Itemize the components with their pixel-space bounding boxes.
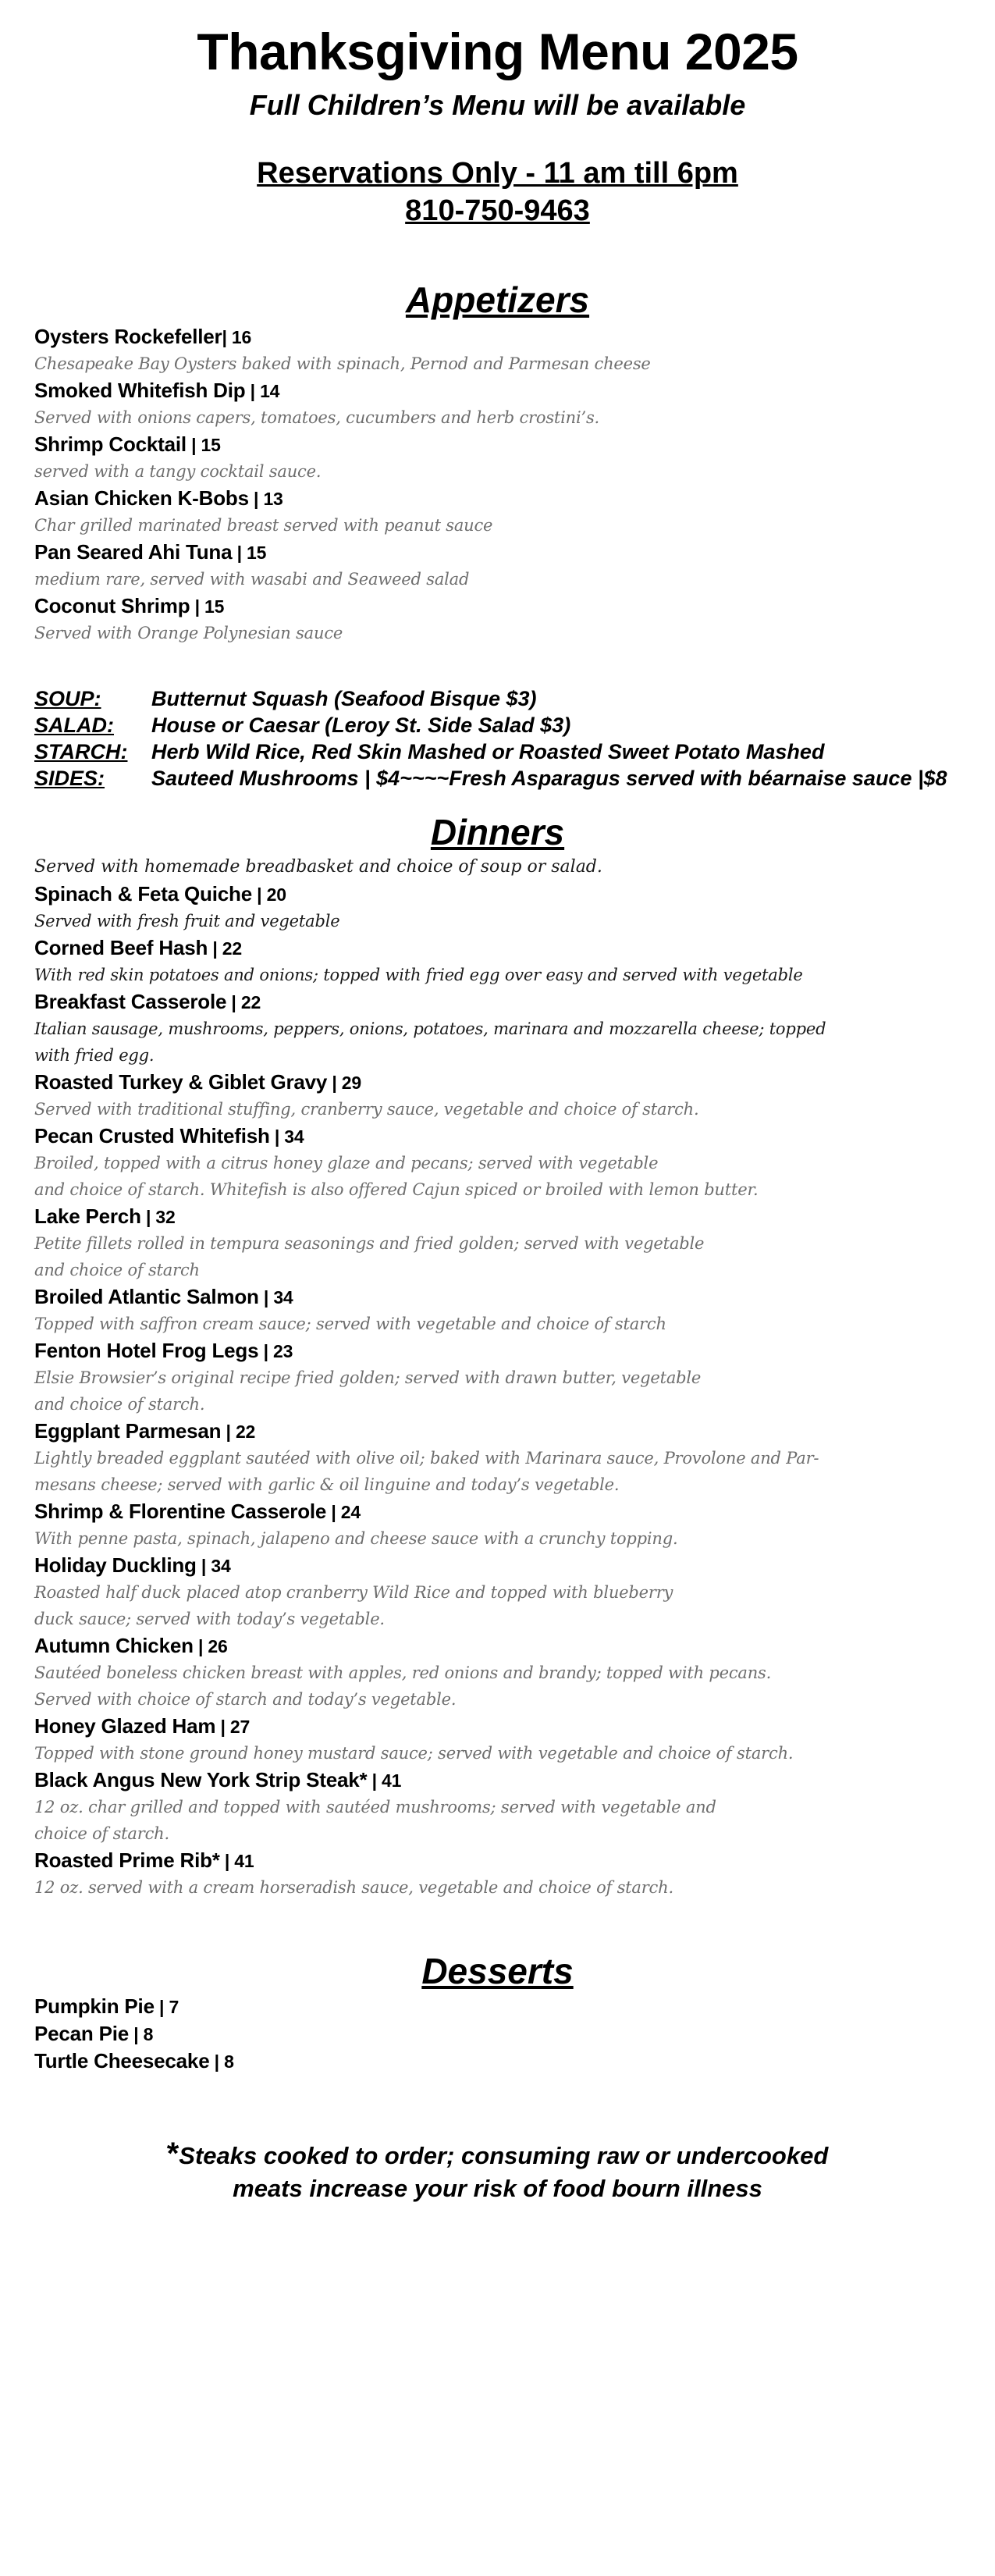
menu-item-price: | 27 — [215, 1717, 251, 1737]
menu-item-description: mesans cheese; served with garlic & oil linguine and today’s vegetable. — [34, 1475, 620, 1494]
menu-item-description: 12 oz. char grilled and topped with sautéed mushrooms; served with vegetable and — [34, 1798, 716, 1816]
menu-item-title — [34, 934, 961, 962]
menu-item-title — [34, 2020, 961, 2048]
menu-item — [34, 1632, 961, 1713]
menu-item — [34, 1498, 961, 1552]
menu-item-name: Pecan Pie — [34, 2022, 130, 2045]
menu-item-price: | 22 — [221, 1421, 256, 1442]
menu-item-price: | 41 — [219, 1851, 254, 1871]
extra-value: Butternut Squash (Seafood Bisque $3) — [151, 687, 537, 710]
menu-item-price: | 15 — [232, 543, 267, 563]
menu-item — [34, 1847, 961, 1901]
menu-item-description: medium rare, served with wasabi and Seaweed salad — [34, 570, 470, 589]
menu-item-price: | 23 — [258, 1341, 293, 1361]
menu-item — [34, 881, 961, 934]
extras-list — [34, 685, 961, 792]
menu-item — [34, 1713, 961, 1767]
menu-item-price: | 8 — [129, 2024, 154, 2044]
menu-item-name: Smoked Whitefish Dip — [34, 379, 246, 402]
menu-item-description: with fried egg. — [34, 1046, 155, 1065]
menu-item — [34, 592, 961, 646]
menu-item — [34, 1283, 961, 1337]
menu-item — [34, 539, 961, 592]
menu-item-name: Lake Perch — [34, 1204, 141, 1228]
menu-item-description: Char grilled marinated breast served with peanut sauce — [34, 516, 493, 535]
menu-item-price: | 15 — [190, 596, 225, 617]
extra-row-starch — [34, 738, 961, 765]
menu-item-description: choice of starch. — [34, 1824, 169, 1843]
menu-item — [34, 1069, 961, 1123]
appetizers-heading: Appetizers — [405, 279, 590, 320]
menu-item-title — [34, 1632, 961, 1660]
menu-item-price: | 41 — [367, 1770, 402, 1791]
menu-item-title — [34, 1069, 961, 1096]
desserts-heading: Desserts — [421, 1951, 574, 1991]
menu-item-description: Sautéed boneless chicken breast with apples, red onions and brandy; topped with pecans. — [34, 1663, 772, 1682]
menu-item — [34, 1123, 961, 1203]
menu-item-name: Roasted Turkey & Giblet Gravy — [34, 1070, 328, 1094]
phone-number: 810-750-9463 — [405, 194, 590, 227]
menu-item-name: Oysters Rockefeller — [34, 325, 222, 348]
menu-item-description: Topped with saffron cream sauce; served with vegetable and choice of starch — [34, 1315, 666, 1333]
menu-item-title — [34, 1123, 961, 1150]
dinners-heading: Dinners — [430, 812, 565, 852]
extra-value: Herb Wild Rice, Red Skin Mashed or Roasted Sweet Potato Mashed — [151, 740, 825, 763]
menu-item — [34, 431, 961, 485]
menu-item-description: Roasted half duck placed atop cranberry Wild Rice and topped with blueberry — [34, 1583, 673, 1602]
menu-item-title — [34, 1552, 961, 1579]
menu-item-title — [34, 1203, 961, 1230]
menu-item-name: Turtle Cheesecake — [34, 2049, 210, 2073]
reservations-hours: Reservations Only - 11 am till 6pm — [257, 157, 738, 190]
extra-label: STARCH: — [34, 740, 128, 763]
extra-row-soup — [34, 685, 961, 712]
menu-item — [34, 323, 961, 377]
menu-item — [34, 2048, 961, 2075]
menu-item — [34, 934, 961, 988]
menu-item-name: Roasted Prime Rib* — [34, 1848, 220, 1872]
menu-item-description: Served with onions capers, tomatoes, cucumbers and herb crostini’s. — [34, 408, 600, 427]
menu-item-name: Black Angus New York Strip Steak* — [34, 1768, 368, 1791]
menu-item-price: | 15 — [186, 435, 221, 455]
menu-item-name: Autumn Chicken — [34, 1634, 194, 1657]
menu-item-description: served with a tangy cocktail sauce. — [34, 462, 322, 481]
footnote-line-2: meats increase your risk of food bourn illness — [233, 2175, 762, 2202]
menu-item-name: Shrimp Cocktail — [34, 432, 187, 456]
menu-item-name: Asian Chicken K-Bobs — [34, 486, 249, 510]
menu-item — [34, 377, 961, 431]
menu-item-description: Served with Orange Polynesian sauce — [34, 624, 343, 642]
menu-item-name: Shrimp & Florentine Casserole — [34, 1500, 327, 1523]
childrens-menu-note: Full Children’s Menu will be available — [249, 89, 746, 121]
menu-item-price: | 13 — [248, 489, 283, 509]
extra-label: SIDES: — [34, 767, 105, 790]
menu-item-description: With red skin potatoes and onions; topped with fried egg over easy and served with vegetable — [34, 966, 803, 984]
menu-item-name: Holiday Duckling — [34, 1553, 197, 1577]
extra-row-salad — [34, 712, 961, 738]
menu-item-name: Breakfast Casserole — [34, 990, 227, 1013]
menu-item-title — [34, 1498, 961, 1525]
menu-item-description: Served with fresh fruit and vegetable — [34, 912, 340, 930]
menu-item — [34, 1337, 961, 1418]
menu-item-description: and choice of starch. Whitefish is also offered Cajun spiced or broiled with lemon butter. — [34, 1180, 759, 1199]
menu-item-name: Corned Beef Hash — [34, 936, 208, 959]
menu-item-price: | 34 — [196, 1556, 231, 1576]
menu-item-description: and choice of starch — [34, 1261, 200, 1279]
footnote-line-1 — [34, 2137, 961, 2172]
menu-item-name: Spinach & Feta Quiche — [34, 882, 252, 906]
menu-item — [34, 1552, 961, 1632]
asterisk: * — [166, 2137, 179, 2171]
menu-item-title — [34, 1713, 961, 1740]
menu-item-name: Pumpkin Pie — [34, 1994, 155, 2018]
menu-item-title — [34, 1993, 961, 2020]
menu-item-price: | 8 — [209, 2051, 234, 2072]
menu-item — [34, 1418, 961, 1498]
extra-value: House or Caesar (Leroy St. Side Salad $3) — [151, 713, 571, 737]
menu-item-title — [34, 377, 961, 404]
desserts-list — [34, 1993, 961, 2075]
menu-item-name: Pan Seared Ahi Tuna — [34, 540, 233, 564]
menu-item-description: Italian sausage, mushrooms, peppers, onions, potatoes, marinara and mozzarella cheese; topped — [34, 1019, 826, 1038]
menu-item — [34, 2020, 961, 2048]
menu-item-price: | 24 — [326, 1502, 361, 1522]
menu-item-price: | 32 — [140, 1207, 176, 1227]
menu-item-description: 12 oz. served with a cream horseradish sauce, vegetable and choice of starch. — [34, 1878, 673, 1897]
menu-item-name: Pecan Crusted Whitefish — [34, 1124, 270, 1147]
menu-item-name: Honey Glazed Ham — [34, 1714, 216, 1738]
menu-item-price: | 34 — [269, 1126, 304, 1147]
menu-item-title — [34, 988, 961, 1016]
menu-item-title — [34, 1767, 961, 1794]
extra-row-sides — [34, 765, 961, 792]
menu-item-name: Coconut Shrimp — [34, 594, 190, 617]
menu-item-name: Fenton Hotel Frog Legs — [34, 1339, 259, 1362]
menu-item-description: Served with choice of starch and today’s vegetable. — [34, 1690, 457, 1709]
page-title: Thanksgiving Menu 2025 — [197, 23, 798, 80]
appetizers-list — [34, 323, 961, 646]
menu-item — [34, 485, 961, 539]
menu-item-description: duck sauce; served with today’s vegetable. — [34, 1610, 385, 1628]
menu-item-name: Broiled Atlantic Salmon — [34, 1285, 259, 1308]
menu-item — [34, 1767, 961, 1847]
dinners-intro: Served with homemade breadbasket and choice of soup or salad. — [34, 857, 602, 877]
menu-item-description: Chesapeake Bay Oysters baked with spinach, Pernod and Parmesan cheese — [34, 354, 651, 373]
menu-item-price: | 22 — [208, 938, 242, 959]
menu-item-title — [34, 592, 961, 620]
menu-item-title — [34, 431, 961, 458]
menu-item-price: | 16 — [222, 327, 252, 347]
footnote-text-1: Steaks cooked to order; consuming raw or undercooked — [179, 2142, 829, 2169]
menu-item — [34, 1993, 961, 2020]
extra-label: SALAD: — [34, 713, 114, 737]
menu-item-description: Lightly breaded eggplant sautéed with olive oil; baked with Marinara sauce, Provolone and Par- — [34, 1449, 819, 1468]
menu-item-title — [34, 485, 961, 512]
menu-item — [34, 988, 961, 1069]
menu-item-price: | 14 — [245, 381, 280, 401]
menu-item-price: | 7 — [154, 1997, 179, 2017]
menu-item-title — [34, 539, 961, 566]
menu-item-price: | 34 — [258, 1287, 293, 1308]
menu-item-title — [34, 323, 961, 350]
menu-item-price: | 22 — [226, 992, 261, 1012]
menu-item-name: Eggplant Parmesan — [34, 1419, 222, 1443]
menu-item-price: | 26 — [193, 1636, 228, 1656]
menu-item-description: Broiled, topped with a citrus honey glaze and pecans; served with vegetable — [34, 1154, 659, 1172]
menu-item-description: Topped with stone ground honey mustard sauce; served with vegetable and choice of starch. — [34, 1744, 794, 1763]
menu-item-description: Petite fillets rolled in tempura seasonings and fried golden; served with vegetable — [34, 1234, 705, 1253]
menu-item-title — [34, 1337, 961, 1364]
menu-item-price: | 29 — [327, 1073, 361, 1093]
menu-item-title — [34, 2048, 961, 2075]
menu-item-title — [34, 1847, 961, 1874]
menu-item-title — [34, 1418, 961, 1445]
menu-item-description: Served with traditional stuffing, cranberry sauce, vegetable and choice of starch. — [34, 1100, 699, 1119]
menu-item-title — [34, 881, 961, 908]
extra-value: Sauteed Mushrooms | $4~~~~Fresh Asparagus served with béarnaise sauce |$8 — [151, 767, 947, 790]
extra-label: SOUP: — [34, 687, 101, 710]
dinners-list — [34, 881, 961, 1901]
menu-item-price: | 20 — [251, 884, 286, 905]
menu-item-title — [34, 1283, 961, 1311]
menu-item-description: and choice of starch. — [34, 1395, 205, 1414]
menu-item-description: With penne pasta, spinach, jalapeno and cheese sauce with a crunchy topping. — [34, 1529, 678, 1548]
food-safety-footnote — [34, 2137, 961, 2205]
menu-item — [34, 1203, 961, 1283]
menu-item-description: Elsie Browsier’s original recipe fried golden; served with drawn butter, vegetable — [34, 1368, 702, 1387]
